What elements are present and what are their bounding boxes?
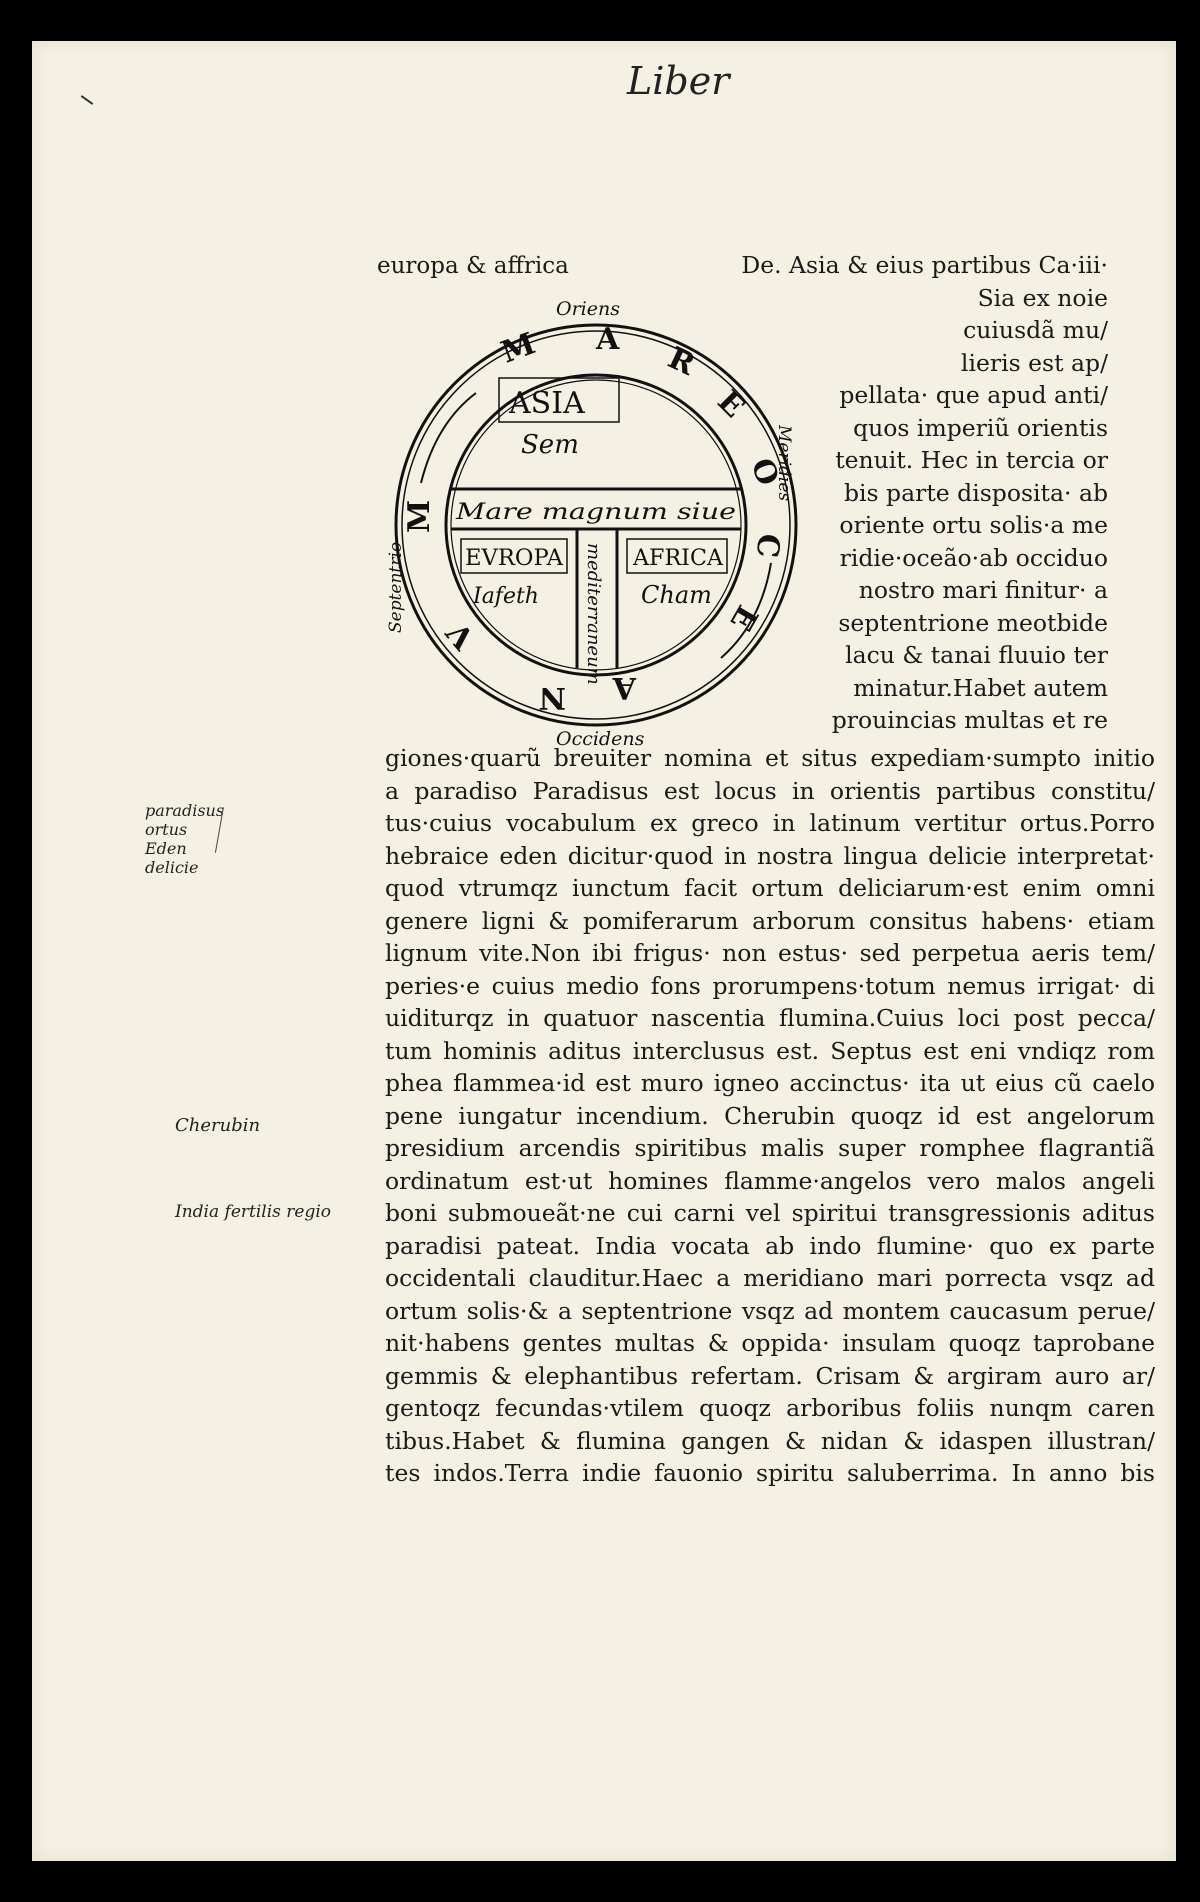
swirl-decoration <box>421 393 476 483</box>
text-line: tenuit. Hec in tercia or <box>835 446 1108 474</box>
map-heading: europa & affrica <box>377 253 569 279</box>
text-line: septentrione meotbide <box>838 608 1108 637</box>
ring-letter: A <box>596 322 620 357</box>
marginal-word: ortus <box>145 820 188 839</box>
sem-label: Sem <box>521 430 579 460</box>
text-line: pellata· que apud anti/ <box>839 381 1108 409</box>
text-line: Sia ex noie <box>977 283 1108 312</box>
text-line: ridie·oceão·ab occiduo <box>839 543 1108 572</box>
ring-letter: C <box>748 532 786 560</box>
chapter-column <box>741 249 1108 737</box>
map-label-meridies: Meridies <box>774 425 794 502</box>
text-line: a paradiso Paradisus est locus in orientis partibus constitu/ <box>385 776 1155 805</box>
text-line: tibus.Habet & flumina gangen & nidan & idaspen illustran/ <box>385 1426 1155 1455</box>
text-line: nit·habens gentes multas & oppida· insulam quoqz taprobane <box>385 1329 1155 1357</box>
text-line: genere ligni & pomiferarum arborum consitus habens· etiam <box>385 906 1155 935</box>
map-label-septentrio: Septentrio <box>386 541 406 633</box>
text-line: gentoqz fecundas·vtilem quoqz arboribus foliis nunqm caren <box>385 1394 1155 1422</box>
text-line: lignum vite.Non ibi frigus· non estus· sed perpetua aeris tem/ <box>385 939 1155 967</box>
text-line: boni submoueãt·ne cui carni vel spiritui transgressionis aditus <box>385 1199 1155 1227</box>
mare-magnum-label: Mare magnum siue <box>454 500 736 525</box>
text-line: pene iungatur incendium. Cherubin quoqz id est angelorum <box>385 1101 1155 1130</box>
iafeth-label: Iafeth <box>473 584 539 609</box>
ring-letter: A <box>612 670 636 705</box>
text-line: nostro mari finitur· a <box>858 576 1108 604</box>
text-line: hebraice eden dicitur·quod in nostra lingua delicie interpretat· <box>385 841 1155 870</box>
text-line: ortum solis·& a septentrione vsqz ad montem caucasum perue/ <box>385 1296 1155 1325</box>
text-line: lieris est ap/ <box>960 348 1108 377</box>
text-line: tum hominis aditus interclusus est. Septus est eni vndiqz rom <box>385 1036 1155 1065</box>
chapter-heading: De. Asia & eius partibus Ca·iii· <box>741 251 1108 279</box>
text-line: phea flammea·id est muro igneo accinctus· ita ut eius cũ caelo <box>385 1069 1155 1097</box>
book-page <box>32 41 1176 1861</box>
text-line: ordinatum est·ut homines flamme·angelos vero malos angeli <box>385 1166 1155 1195</box>
text-line: occidentali clauditur.Haec a meridiano mari porrecta vsqz ad <box>385 1264 1155 1292</box>
text-line: minatur.Habet autem <box>853 673 1108 702</box>
text-line: tes indos.Terra indie fauonio spiritu saluberrima. In anno bis <box>385 1459 1155 1487</box>
text-line: quos imperiũ orientis <box>853 413 1108 442</box>
running-head: Liber <box>627 59 730 103</box>
ring-letter: R <box>662 340 701 383</box>
map-label-oriens: Oriens <box>556 298 620 320</box>
text-line: paradisi pateat. India vocata ab indo flumine· quo ex parte <box>385 1231 1155 1260</box>
map-label-occidens: Occidens <box>556 728 645 750</box>
ring-letter: E <box>710 383 752 425</box>
ring-letter: V <box>440 615 483 656</box>
ink-mark <box>81 95 94 105</box>
mediterraneum-label: mediterraneum <box>583 543 604 685</box>
europa-label: EVROPA <box>465 546 565 571</box>
text-line: bis parte disposita· ab <box>843 478 1108 507</box>
marginal-note-cherubin: Cherubin <box>175 1115 261 1136</box>
text-line: lacu & tanai fluuio ter <box>845 641 1108 669</box>
text-line: quod vtrumqz iunctum facit ortum deliciarum·est enim omni <box>385 874 1155 902</box>
ring-letter: M <box>402 499 437 533</box>
marginal-word: Eden <box>145 839 187 858</box>
body-text <box>385 742 1155 1490</box>
text-line: giones·quarũ breuiter nomina et situs expediam·sumpto initio <box>385 744 1155 772</box>
text-line: presidium arcendis spiritibus malis super romphee flagrantiã <box>385 1134 1155 1162</box>
cham-label: Cham <box>641 581 712 609</box>
ring-letter: N <box>538 680 566 715</box>
marginal-word: delicie <box>145 858 199 877</box>
text-line: oriente ortu solis·a me <box>839 511 1108 539</box>
text-line: gemmis & elephantibus refertam. Crisam & argiram auro ar/ <box>385 1361 1155 1390</box>
text-line: peries·e cuius medio fons prorumpens·totum nemus irrigat· di <box>385 971 1155 1000</box>
asia-label: ASIA <box>509 386 585 421</box>
text-line: prouincias multas et re <box>831 706 1108 734</box>
text-line: tus·cuius vocabulum ex greco in latinum vertitur ortus.Porro <box>385 809 1155 837</box>
marginal-word: paradisus <box>145 801 225 820</box>
text-line: cuiusdã mu/ <box>963 316 1108 344</box>
ring-letter: E <box>722 599 765 637</box>
africa-label: AFRICA <box>631 546 725 571</box>
ring-letter: M <box>496 326 540 371</box>
ring-letter: O <box>743 453 786 491</box>
marginal-note-india: India fertilis regio <box>175 1202 332 1222</box>
text-line: uiditurqz in quatuor nascentia flumina.Cuius loci post pecca/ <box>385 1004 1155 1032</box>
